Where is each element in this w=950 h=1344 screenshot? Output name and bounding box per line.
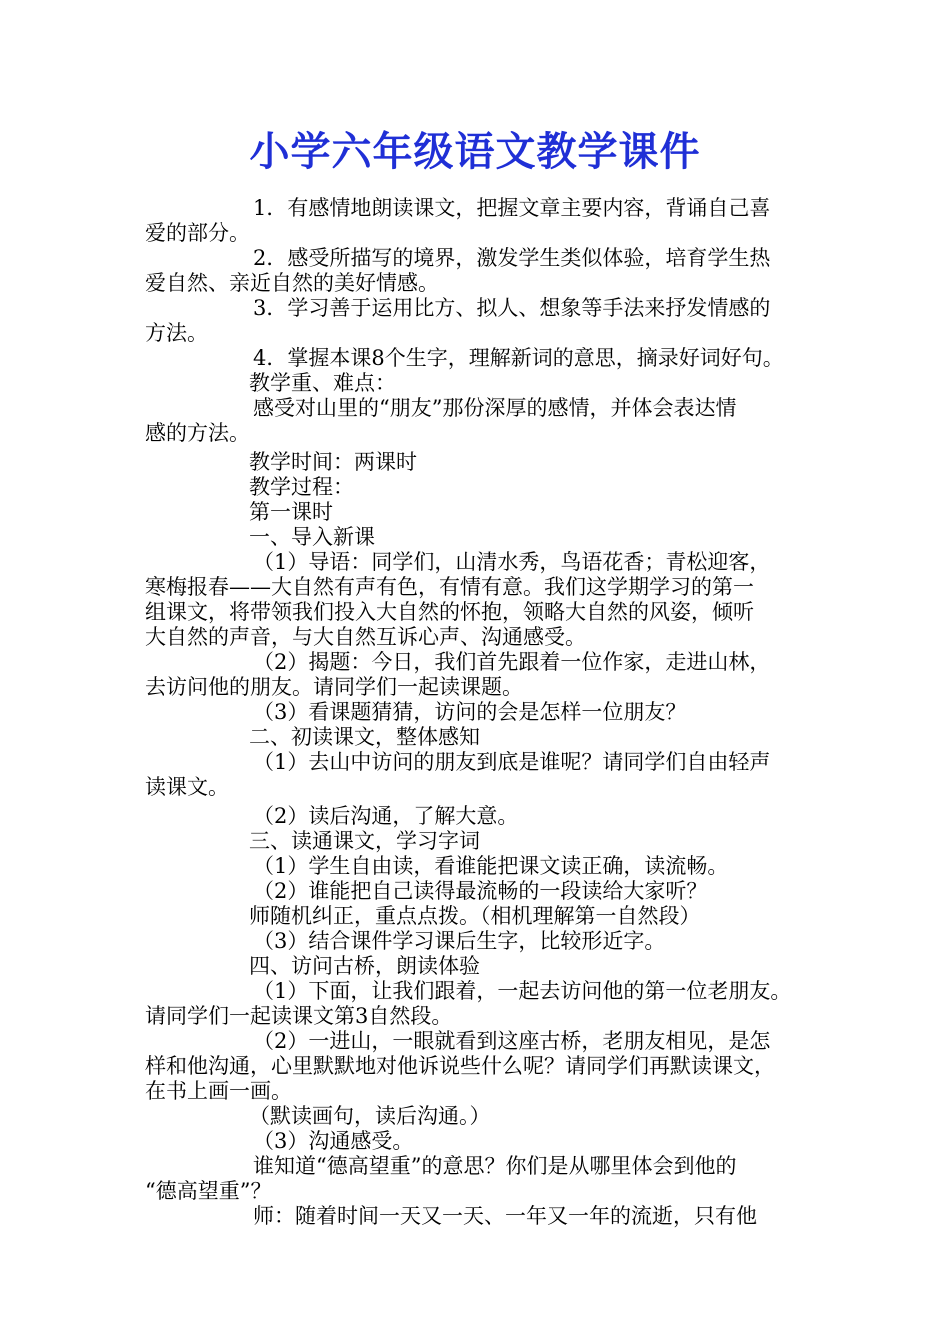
document-body <box>145 196 825 1229</box>
section-heading-2: 二、初读课文，整体感知 <box>249 725 480 749</box>
paragraph-free-read: （1）学生自由读，看谁能把课文读正确，读流畅。 <box>253 854 729 878</box>
paragraph-objective-3: 3．学习善于运用比方、拟人、想象等手法来抒发情感的 方法。 <box>145 296 771 345</box>
paragraph-first-read: （1）去山中访问的朋友到底是谁呢？请同学们自由轻声 读课文。 <box>145 750 771 799</box>
paragraph-silent-read: （默读画句，读后沟通。） <box>249 1104 491 1128</box>
paragraph-teacher-correct: 师随机纠正，重点点拨。（相机理解第一自然段） <box>249 904 701 928</box>
document-title: 小学六年级语文教学课件 <box>249 129 701 175</box>
section-heading-1: 一、导入新课 <box>249 525 375 549</box>
section-heading-3: 三、读通课文，学习字词 <box>249 829 480 853</box>
paragraph-guess: （3）看课题猜猜，访问的会是怎样一位朋友？ <box>253 700 687 724</box>
paragraph-objective-4: 4．掌握本课8个生字，理解新词的意思，摘录好词好句。 <box>253 346 784 370</box>
paragraph-teaching-time: 教学时间：两课时 <box>249 450 417 474</box>
paragraph-visit-old-friend: （1）下面，让我们跟着，一起去访问他的第一位老朋友。 请同学们一起读课文第3自然段。 <box>145 979 792 1028</box>
paragraph-teacher-remark: 师：随着时间一天又一天、一年又一年的流逝，只有他 <box>253 1204 757 1228</box>
paragraph-old-bridge: （2）一进山，一眼就看到这座古桥，老朋友相见，是怎 样和他沟通，心里默默地对他诉说些什么呢？请同学们再默读课文， 在书上画一画。 <box>145 1029 775 1103</box>
paragraph-fluent-read: （2）谁能把自己读得最流畅的一段读给大家听？ <box>253 879 708 903</box>
paragraph-intro: （1）导语：同学们，山清水秀，鸟语花香；青松迎客， 寒梅报春——大自然有声有色，有情有意。我们这学期学习的第一 组课文，将带领我们投入大自然的怀抱，领略大自然的风姿，倾听 大自然的声音，与大自然互诉心声、沟通感受。 <box>145 550 771 649</box>
paragraph-objective-1: 1．有感情地朗读课文，把握文章主要内容，背诵自己喜 爱的部分。 <box>145 196 771 245</box>
paragraph-read-discuss: （2）读后沟通，了解大意。 <box>253 804 519 828</box>
section-heading-4: 四、访问古桥，朗读体验 <box>249 954 480 978</box>
paragraph-key-points: 感受对山里的“朋友”那份深厚的感情，并体会表达情 感的方法。 <box>145 396 737 445</box>
paragraph-reveal-topic: （2）揭题：今日，我们首先跟着一位作家，走进山林， 去访问他的朋友。请同学们一起读课题。 <box>145 650 771 699</box>
paragraph-question-virtue: 谁知道“德高望重”的意思？你们是从哪里体会到他的 “德高望重”？ <box>145 1154 737 1203</box>
paragraph-key-points-heading: 教学重、难点： <box>249 371 396 395</box>
paragraph-teaching-process: 教学过程： <box>249 475 354 499</box>
paragraph-objective-2: 2．感受所描写的境界，激发学生类似体验，培育学生热 爱自然、亲近自然的美好情感。 <box>145 246 771 295</box>
paragraph-share-feelings: （3）沟通感受。 <box>253 1129 414 1153</box>
paragraph-first-lesson: 第一课时 <box>249 500 333 524</box>
paragraph-new-words: （3）结合课件学习课后生字，比较形近字。 <box>253 929 666 953</box>
